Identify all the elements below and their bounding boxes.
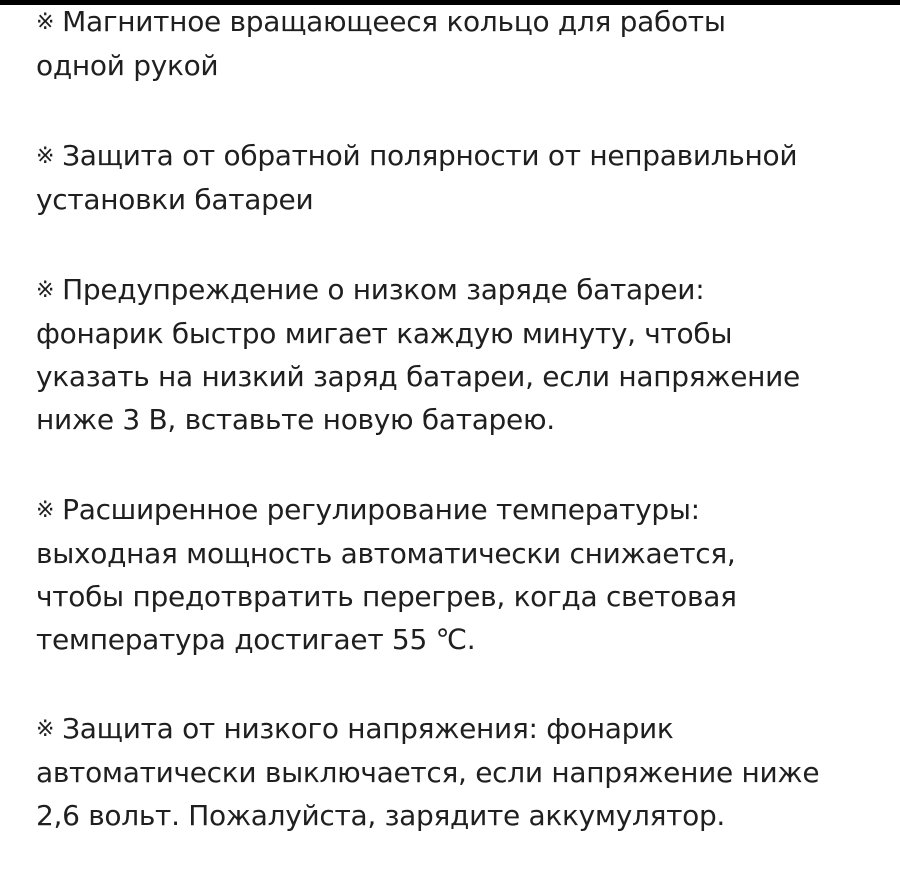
reference-mark-icon: ※ — [36, 278, 55, 303]
feature-reverse-polarity — [36, 134, 886, 221]
feature-text: Предупреждение о низком заряде батареи: фонарик быстро мигает каждую минуту, чтобы указать на низкий заряд батареи, если напряжение ниже 3 В, вставьте новую батарею. — [36, 273, 800, 436]
reference-mark-icon: ※ — [36, 498, 55, 523]
feature-text: Расширенное регулирование температуры: выходная мощность автоматически снижается, чтобы предотвратить перегрев, когда световая температура достигает 55 ℃. — [36, 493, 737, 656]
feature-magnetic-ring — [36, 0, 886, 87]
reference-mark-icon: ※ — [36, 10, 55, 35]
feature-text: Защита от низкого напряжения: фонарик автоматически выключается, если напряжение ниже 2,6 вольт. Пожалуйста, зарядите аккумулятор. — [36, 712, 820, 832]
feature-low-voltage-protection — [36, 707, 886, 837]
feature-text: Защита от обратной полярности от неправильной установки батареи — [36, 139, 798, 216]
reference-mark-icon: ※ — [36, 717, 55, 742]
reference-mark-icon: ※ — [36, 144, 55, 169]
feature-low-battery-warning — [36, 268, 886, 441]
feature-text: Магнитное вращающееся кольцо для работы одной рукой — [36, 5, 726, 82]
feature-temperature-regulation — [36, 488, 886, 661]
